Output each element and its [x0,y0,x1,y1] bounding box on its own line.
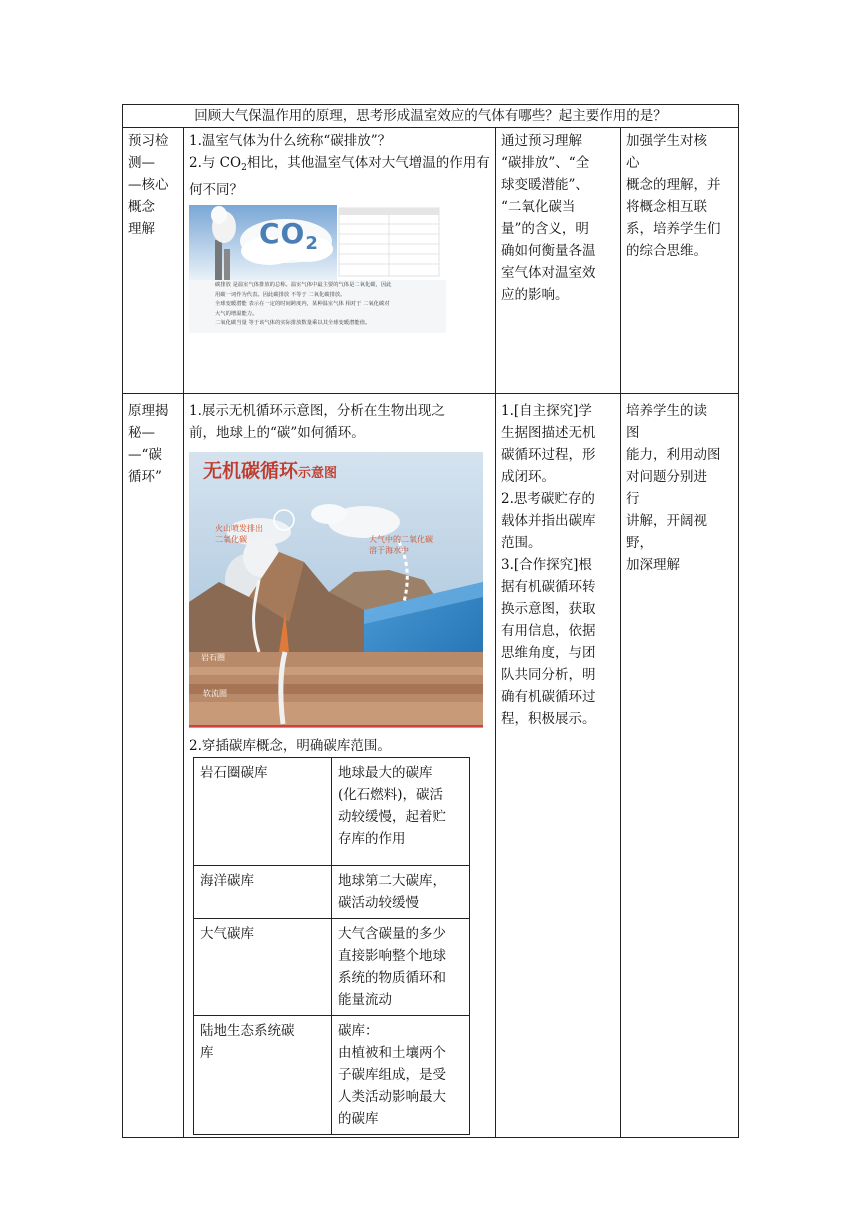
stage-line: 理解 [128,221,155,237]
co2-cloud-text: $CO_2$ [259,217,319,254]
stage-principle: 原理揭 秘— —“碳 循环” [123,394,184,1138]
pool-desc: 地球最大的碳库 (化石燃料)，碳活 动较缓慢，起着贮 存库的作用 [332,758,470,866]
pool-name: 海洋碳库 [194,866,332,919]
stage-line: 预习检 [128,133,169,149]
carbon-cycle-diagram [189,452,483,728]
diagram-title: 无机碳循环示意图 [203,460,338,482]
lesson-plan-table [122,104,739,1138]
pool-name: 岩石圈碳库 [194,758,332,866]
carbon-pool-table [193,757,470,1135]
pool-desc: 地球第二大碳库， 碳活动较缓慢 [332,866,470,919]
design-intent-preview: 加强学生对核 心 概念的理解，并 将概念相互联 系，培养学生们 的综合思维。 [621,128,739,394]
student-activity-preview: 通过预习理解 “碳排放”、“全 球变暖潜能”、 “二氧化碳当 量”的含义，明 确如何衡量各温 室气体对温室效 应的影响。 [496,128,621,394]
pool-name: 陆地生态系统碳 库 [194,1016,332,1135]
label-lithosphere: 岩石圈 [201,653,225,662]
stage-line: 概念 [128,199,155,215]
teacher-activity-principle: 1.展示无机循环示意图，分析在生物出现之 前，地球上的“碳”如何循环。 无机碳循环示意图 火山喷发排出 二氧化碳 大气中的二氧化碳 溶于海水中 岩石圈 软流圈 2.穿插碳库概念，明确碳库范围。 岩石圈碳库 地球最大的碳库 (化石燃料)，碳活 动较缓慢，起着贮 存库的作用 海洋碳库 地球第二大碳库， 碳活动较缓慢 大气碳库 大气含碳量的多少 直接影响整个地球 系统的物质循环和 能量流动 陆地生态系统碳 库 碳库： 由植被和土壤两个 子碳库组成，是受 人类活动影响最大 的碳库 [184,394,496,1138]
teacher-activity-preview [184,128,496,394]
student-activity-principle: 1.[自主探究]学 生据图描述无机 碳循环过程，形 成闭环。 2.思考碳贮存的 载体并指出碳库 范围。 3.[合作探究]根 据有机碳循环转 换示意图，获取 有用信息，依据 思维角度，与团 队共同分析，明 确有机碳循环过 程，积极展示。 [496,394,621,1138]
image-caption: 碳排放 是温室气体排放的总称。温室气体中最主要的气体是二氧化碳，因此 用碳一词作为代表。因此碳排放 不等于 二氧化碳排放。 全球变暖潜能 表示在一定的时间跨度内，某种温室气体 相对于 二氧化碳对 大气的增温能力。 二氧化碳当量 等于该气体的实际排放数量乘以其全球变暖潜能值。 [215,282,392,327]
intro-question: 回顾大气保温作用的原理，思考形成温室效应的气体有哪些？起主要作用的是？ [123,105,739,128]
label-atmosphere: 大气中的二氧化碳 溶于海水中 [369,535,433,555]
pool-desc: 大气含碳量的多少 直接影响整个地球 系统的物质循环和 能量流动 [332,919,470,1016]
question-carbon-pools: 2.穿插碳库概念，明确碳库范围。 [189,738,391,754]
label-volcano: 火山喷发排出 二氧化碳 [215,524,263,544]
label-asthenosphere: 软流圈 [203,689,227,698]
stage-preview [123,128,184,394]
pool-desc: 碳库： 由植被和土壤两个 子碳库组成，是受 人类活动影响最大 的碳库 [332,1016,470,1135]
stage-line: 测— [128,155,155,171]
question-2: 2.与 $CO_2$相比，其他温室气体对大气增温的作用有何不同？ [189,155,490,198]
pool-name: 大气碳库 [194,919,332,1016]
question-1: 1.温室气体为什么统称“碳排放”？ [189,133,392,149]
design-intent-principle: 培养学生的读 图 能力，利用动图 对问题分别进 行 讲解，开阔视 野， 加深理解 [621,394,739,1138]
stage-line: —核心 [128,177,169,193]
co2-info-image [189,205,446,333]
